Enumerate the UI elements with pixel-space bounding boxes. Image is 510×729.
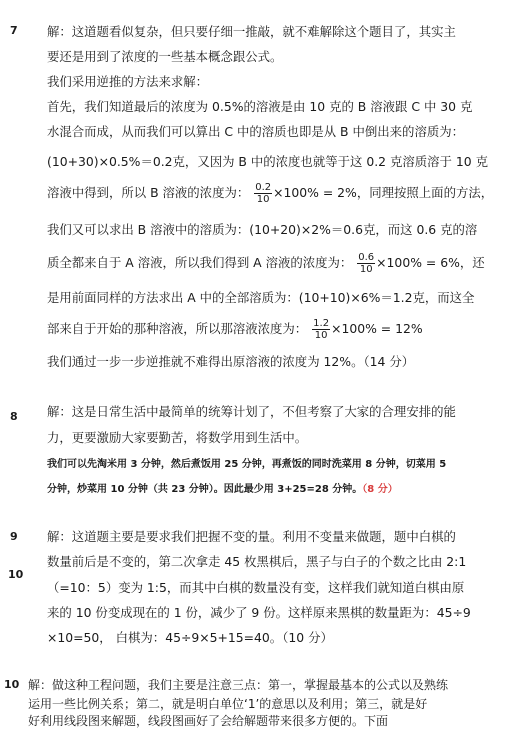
problem-number-8: 8 xyxy=(10,410,18,423)
fraction-denominator: 10 xyxy=(256,194,270,205)
p8-line-2: 力，更要激励大家要勤苦，将数学用到生活中。 xyxy=(47,430,308,445)
b-concentration-fraction xyxy=(254,182,272,205)
p9-line-1: 解：这道题主要是要求我们把握不变的量。利用不变量来做题，题中白棋的 xyxy=(47,529,456,544)
original-concentration-fraction xyxy=(312,318,330,341)
p7-line-11-text: 部来自于开始的那种溶液，所以那溶液浓度为： xyxy=(47,321,308,336)
fraction-result: ×100% = 6% xyxy=(376,255,460,270)
p7-line-3: 我们采用逆推的方法来求解： xyxy=(47,74,209,89)
p10-line-2: 运用一些比例关系；第二，就是明白单位‘1’的意思以及利用；第三，就是好 xyxy=(28,697,428,711)
p7-line-4: 首先，我们知道最后的浓度为 0.5%的溶液是由 10 克的 B 溶液跟 C 中 30 克 xyxy=(47,99,473,114)
fraction-result: ×100% = 12% xyxy=(331,321,423,336)
p9-line-2: 数量前后是不变的，第二次拿走 45 枚黑棋后，黑子与白子的个数之比由 2:1 xyxy=(47,554,467,569)
p9-line-4: 来的 10 份变成现在的 1 份，减少了 9 份。这样原来黑棋的数量距为：45÷9 xyxy=(47,605,471,620)
problem-number-9: 9 xyxy=(10,530,18,543)
p7-line-7-tail: ，同理按照上面的方法， xyxy=(356,185,494,200)
fraction-denominator: 10 xyxy=(359,264,373,275)
fraction-result: ×100% = 2% xyxy=(273,185,357,200)
p7-line-5: 水混合而成，从而我们可以算出 C 中的溶质也即是从 B 中倒出来的溶质为： xyxy=(47,124,465,139)
p8-line-4 xyxy=(47,480,398,495)
p7-line-9-tail: ，还 xyxy=(459,255,485,270)
p10-line-3: 好利用线段图来解题，线段图画好了会给解题带来很多方便的。下面 xyxy=(28,714,389,728)
problem-number-7: 7 xyxy=(10,24,18,37)
p7-line-9-text: 质全都来自于 A 溶液，所以我们得到 A 溶液的浓度为： xyxy=(47,255,353,270)
fraction-denominator: 10 xyxy=(314,330,328,341)
p9-line-3: （=10：5）变为 1:5，而其中白棋的数量没有变，这样我们就知道白棋由原 xyxy=(47,580,465,595)
score-label: （8 分） xyxy=(362,484,398,495)
p7-line-9 xyxy=(47,252,485,275)
p8-line-3: 我们可以先淘米用 3 分钟，然后煮饭用 25 分钟，再煮饭的同时洗菜用 8 分钟，切菜用 5 xyxy=(47,459,447,470)
problem-number-10: 10 xyxy=(4,678,20,691)
p7-line-7 xyxy=(47,182,493,205)
p7-line-7-text: 溶液中得到，所以 B 溶液的浓度为： xyxy=(47,185,250,200)
p7-line-12: 我们通过一步一步逆推就不难得出原溶液的浓度为 12%。（14 分） xyxy=(47,354,415,369)
p7-line-8: 我们又可以求出 B 溶液中的溶质为：(10+20)×2%＝0.6克，而这 0.6 克的溶 xyxy=(47,222,478,237)
p8-line-4-text: 分钟，炒菜用 10 分钟（共 23 分钟）。因此最少用 3+25=28 分钟。 xyxy=(47,484,363,495)
p7-line-2: 要还是用到了浓度的一些基本概念跟公式。 xyxy=(47,49,283,64)
fraction-numerator: 0.6 xyxy=(358,252,375,263)
fraction-numerator: 0.2 xyxy=(255,182,272,193)
p7-line-10: 是用前面同样的方法求出 A 中的全部溶质为：(10+10)×6%＝1.2克，而这全 xyxy=(47,290,475,305)
p10-line-1: 解：做这种工程问题，我们主要是注意三点：第一，掌握最基本的公式以及熟练 xyxy=(28,678,449,692)
a-concentration-fraction xyxy=(357,252,375,275)
p7-line-6: (10+30)×0.5%＝0.2克，又因为 B 中的浓度也就等于这 0.2 克溶质溶于 10 克 xyxy=(47,154,488,169)
p7-line-1: 解：这道题看似复杂，但只要仔细一推敲，就不难解除这个题目了，其实主 xyxy=(47,24,456,39)
p9-line-5: ×10=50， 白棋为：45÷9×5+15=40。（10 分） xyxy=(47,630,333,645)
fraction-numerator: 1.2 xyxy=(313,318,330,329)
p7-line-11 xyxy=(47,318,423,341)
stray-problem-number-10: 10 xyxy=(8,568,24,581)
p8-line-1: 解：这是日常生活中最简单的统筹计划了，不但考察了大家的合理安排的能 xyxy=(47,404,456,419)
